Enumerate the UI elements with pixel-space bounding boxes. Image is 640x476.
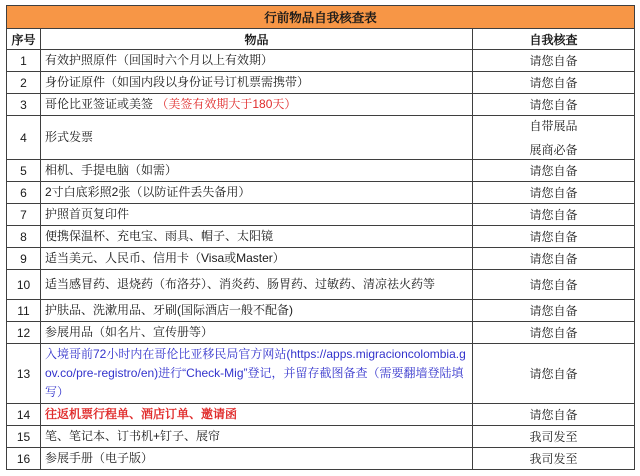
self-check-status: 请您自备 [473, 160, 635, 182]
table-row [7, 248, 635, 270]
row-number: 2 [7, 72, 41, 94]
self-check-status: 请您自备 [473, 344, 635, 404]
item-segment: 护照首页复印件 [45, 207, 130, 221]
table-row [7, 426, 635, 448]
row-number: 5 [7, 160, 41, 182]
self-check-status: 我司发至 [473, 426, 635, 448]
self-check-status: 请您自备 [473, 72, 635, 94]
row-number: 4 [7, 116, 41, 160]
item-segment: 哥伦比亚签证或美签 [45, 97, 157, 111]
self-check-status [473, 116, 635, 160]
row-number: 14 [7, 404, 41, 426]
item-text [41, 50, 473, 72]
self-check-line: 自带展品 [529, 119, 578, 133]
item-segment: 便携保温杯、充电宝、雨具、帽子、太阳镜 [45, 229, 274, 243]
item-text [41, 448, 473, 470]
item-segment: 身份证原件（如国内段以身份证号订机票需携带） [45, 75, 310, 89]
row-number: 6 [7, 182, 41, 204]
column-header-check: 自我核查 [473, 29, 635, 50]
item-text [41, 270, 473, 300]
table-row [7, 204, 635, 226]
row-number: 16 [7, 448, 41, 470]
self-check-status: 请您自备 [473, 204, 635, 226]
item-segment: 参展用品（如名片、宣传册等） [45, 325, 214, 339]
self-check-status: 请您自备 [473, 270, 635, 300]
self-check-status: 请您自备 [473, 50, 635, 72]
item-segment: 笔、笔记本、订书机+钉子、展帘 [45, 429, 221, 443]
item-text [41, 94, 473, 116]
table-row [7, 404, 635, 426]
table-row [7, 160, 635, 182]
self-check-status: 请您自备 [473, 404, 635, 426]
row-number: 8 [7, 226, 41, 248]
item-text [41, 248, 473, 270]
row-number: 13 [7, 344, 41, 404]
table-row [7, 94, 635, 116]
row-number: 12 [7, 322, 41, 344]
checklist-container [6, 5, 634, 470]
self-check-status: 我司发至 [473, 448, 635, 470]
self-check-line: 展商必备 [529, 143, 578, 157]
item-text [41, 72, 473, 94]
checklist-table [6, 5, 635, 470]
item-segment: 相机、手提电脑（如需） [45, 163, 178, 177]
row-number: 15 [7, 426, 41, 448]
row-number: 1 [7, 50, 41, 72]
row-number: 3 [7, 94, 41, 116]
table-row [7, 322, 635, 344]
self-check-status: 请您自备 [473, 182, 635, 204]
row-number: 9 [7, 248, 41, 270]
item-text [41, 300, 473, 322]
column-header-no: 序号 [7, 29, 41, 50]
checklist-body [7, 50, 635, 470]
title-row [7, 6, 635, 29]
item-text [41, 204, 473, 226]
item-text [41, 160, 473, 182]
table-title: 行前物品自我核查表 [7, 6, 635, 29]
item-segment: 适当感冒药、退烧药（布洛芬）、消炎药、肠胃药、过敏药、清凉祛火药等 [45, 277, 436, 291]
self-check-status: 请您自备 [473, 300, 635, 322]
table-row [7, 116, 635, 160]
item-segment: 入境哥前72小时内在哥伦比亚移民局官方网站(https://apps.migracioncolombia.gov.co/pre-registro/en)进行“Check-Mig”登记，并留存截图备查（需要翻墙登陆填写） [45, 347, 466, 399]
row-number: 11 [7, 300, 41, 322]
table-row [7, 72, 635, 94]
item-text [41, 344, 473, 404]
table-row [7, 226, 635, 248]
item-text [41, 404, 473, 426]
table-row [7, 300, 635, 322]
table-row [7, 270, 635, 300]
item-segment: 有效护照原件（回国时六个月以上有效期） [45, 53, 274, 67]
column-header-item: 物品 [41, 29, 473, 50]
self-check-status: 请您自备 [473, 94, 635, 116]
item-text [41, 182, 473, 204]
item-segment: 适当美元、人民币、信用卡（Visa或Master） [45, 251, 285, 265]
table-row [7, 344, 635, 404]
item-text [41, 426, 473, 448]
row-number: 7 [7, 204, 41, 226]
header-row [7, 29, 635, 50]
item-segment: 往返机票行程单、酒店订单、邀请函 [45, 407, 238, 421]
table-row [7, 50, 635, 72]
self-check-status: 请您自备 [473, 226, 635, 248]
self-check-status: 请您自备 [473, 322, 635, 344]
item-segment: 2寸白底彩照2张（以防证件丢失备用） [45, 185, 251, 199]
table-row [7, 448, 635, 470]
self-check-status: 请您自备 [473, 248, 635, 270]
row-number: 10 [7, 270, 41, 300]
item-segment: （美签有效期大于180天） [156, 97, 297, 111]
item-segment: 护肤品、洗漱用品、牙刷(国际酒店一般不配备) [45, 303, 293, 317]
item-segment: 参展手册（电子版） [45, 451, 154, 465]
table-row [7, 182, 635, 204]
item-text [41, 116, 473, 160]
item-segment: 形式发票 [45, 130, 94, 144]
item-text [41, 322, 473, 344]
item-text [41, 226, 473, 248]
